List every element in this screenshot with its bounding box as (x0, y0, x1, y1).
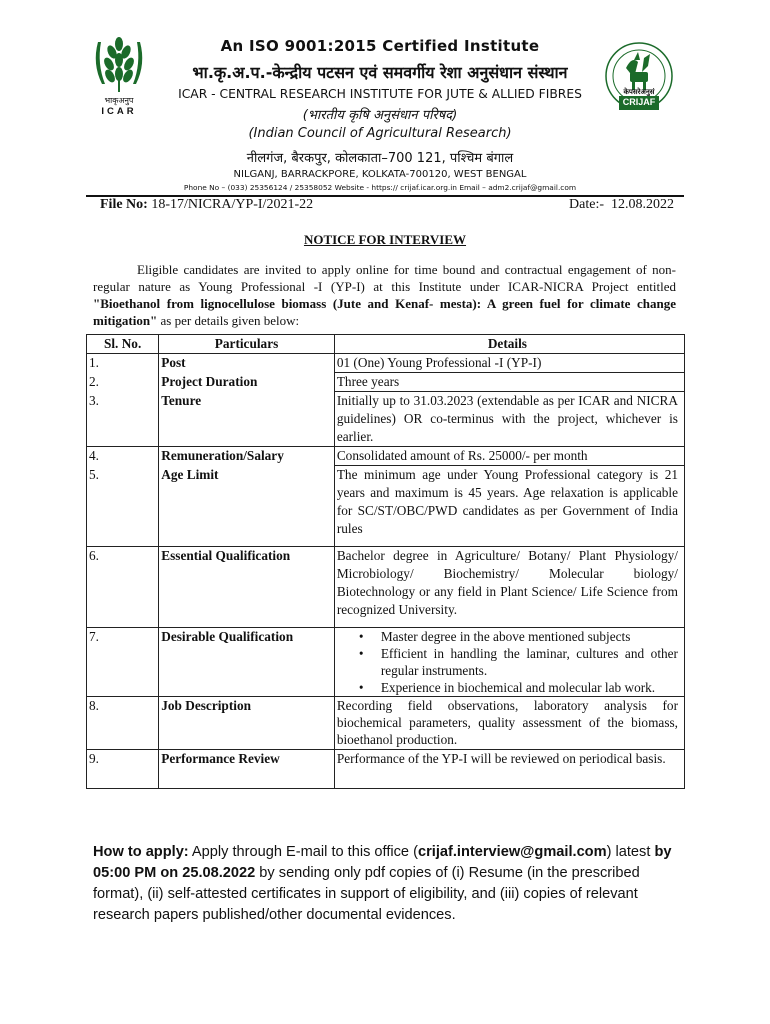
table-row (87, 466, 685, 547)
table-row (87, 749, 685, 788)
details-table (86, 334, 685, 789)
notice-title: NOTICE FOR INTERVIEW (303, 232, 467, 247)
row-sl: 5. (87, 466, 159, 547)
row-sl: 3. (87, 392, 159, 447)
project-title: "Bioethanol from lignocellulose biomass (Jute and Kenaf- mesta): A green fuel for climate change mitigation" (93, 296, 676, 328)
date-value: 12.08.2022 (611, 197, 674, 212)
row-detail: Bachelor degree in Agriculture/ Botany/ Plant Physiology/ Microbiology/ Biochemistry/ Molecular biology/ Biotechnology or any field in Plant Science/ Life Science from recognized University. (334, 546, 684, 627)
address-hindi: नीलगंज, बैरकपुर, कोलकाता–700 121, पश्चिम बंगाल (246, 151, 514, 166)
table-row (87, 392, 685, 447)
how-to-apply (93, 842, 678, 926)
address-english: NILGANJ, BARRACKPORE, KOLKATA-700120, WEST BENGAL (233, 169, 527, 180)
bullet-item: • Master degree in the above mentioned subjects (381, 628, 678, 645)
row-sl: 9. (87, 749, 159, 788)
row-detail: Recording field observations, laboratory analysis for biochemical parameters, quality assessment of the biomass, bioethanol production. (334, 696, 684, 749)
date-label: Date:- (569, 197, 604, 212)
file-number-label: File No: (100, 197, 148, 212)
header-details: Details (334, 335, 684, 354)
row-particular: Remuneration/Salary (159, 447, 335, 466)
council-name-english: (Indian Council of Agricultural Research) (248, 126, 512, 141)
row-particular: Performance Review (159, 749, 335, 788)
table-row (87, 696, 685, 749)
council-name-hindi: (भारतीय कृषि अनुसंधान परिषद) (302, 108, 458, 123)
crijaf-logo-hindi: केपसरेअनुसं (623, 89, 655, 96)
iso-certification: An ISO 9001:2015 Certified Institute (220, 37, 540, 55)
apply-deadline: by 05:00 PM on 25.08.2022 (93, 844, 672, 881)
row-detail: Three years (334, 373, 684, 392)
row-particular: Essential Qualification (159, 546, 335, 627)
table-row (87, 447, 685, 466)
row-particular: Tenure (159, 392, 335, 447)
row-detail-bullets (334, 627, 684, 696)
icar-logo-hindi: भाकृअनुप (104, 96, 134, 105)
apply-text-2: ) latest (606, 844, 655, 860)
icar-logo-text: ICAR (101, 106, 137, 117)
intro-text-before: Eligible candidates are invited to apply online for time bound and contractual engagement of non-regular nature as Young Professional -I (YP-I) at this Institute under ICAR-NICRA Project entitled (93, 262, 676, 294)
row-detail: Consolidated amount of Rs. 25000/- per month (334, 447, 684, 466)
apply-text-3: by sending only pdf copies of (i) Resume (in the prescribed format), (ii) self-attested certificates in support of eligibility, and (iii) copies of relevant research papers published/other documental evidences. (93, 865, 640, 923)
row-particular: Post (159, 354, 335, 373)
row-sl: 4. (87, 447, 159, 466)
row-detail: The minimum age under Young Professional category is 21 years and maximum is 45 years. Age relaxation is applicable for SC/ST/OBC/PWD candidates as per Government of India rules (334, 466, 684, 547)
row-particular: Desirable Qualification (159, 627, 335, 696)
header-sl-no: Sl. No. (87, 335, 159, 354)
apply-email: crijaf.interview@gmail.com (417, 844, 607, 860)
file-number (100, 197, 313, 213)
row-particular: Age Limit (159, 466, 335, 547)
institute-name-english: ICAR - CENTRAL RESEARCH INSTITUTE FOR JUTE & ALLIED FIBRES (178, 87, 582, 101)
row-detail: 01 (One) Young Professional -I (YP-I) (334, 354, 684, 373)
crijaf-logo (604, 38, 674, 118)
table-row (87, 627, 685, 696)
row-detail: Performance of the YP-I will be reviewed on periodical basis. (334, 749, 684, 788)
table-row (87, 373, 685, 392)
icar-logo (88, 34, 150, 120)
row-particular: Job Description (159, 696, 335, 749)
apply-label: How to apply: (93, 844, 189, 860)
header-particulars: Particulars (159, 335, 335, 354)
table-row (87, 546, 685, 627)
row-sl: 7. (87, 627, 159, 696)
notice-date (569, 197, 674, 213)
intro-text-after: as per details given below: (157, 313, 300, 328)
row-sl: 1. (87, 354, 159, 373)
contact-line: Phone No – (033) 25356124 / 25358052 Website - https:// crijaf.icar.org.in Email – adm2.crijaf@gmail.com (183, 183, 577, 192)
file-number-value: 18-17/NICRA/YP-I/2021-22 (151, 197, 314, 212)
bullet-item: • Experience in biochemical and molecular lab work. (381, 679, 678, 696)
row-sl: 8. (87, 696, 159, 749)
apply-text-1: Apply through E-mail to this office ( (188, 844, 418, 860)
bullet-item: • Efficient in handling the laminar, cultures and other regular instruments. (381, 645, 678, 679)
crijaf-logo-text: CRIJAF (622, 97, 656, 107)
row-sl: 6. (87, 546, 159, 627)
row-sl: 2. (87, 373, 159, 392)
row-particular: Project Duration (159, 373, 335, 392)
institute-name-hindi: भा.कृ.अ.प.-केन्द्रीय पटसन एवं समवर्गीय रेशा अनुसंधान संस्थान (192, 63, 568, 82)
row-detail: Initially up to 31.03.2023 (extendable as per ICAR and NICRA guidelines) OR co-terminus with the project, whichever is earlier. (334, 392, 684, 447)
intro-paragraph (93, 261, 676, 329)
table-row (87, 354, 685, 373)
